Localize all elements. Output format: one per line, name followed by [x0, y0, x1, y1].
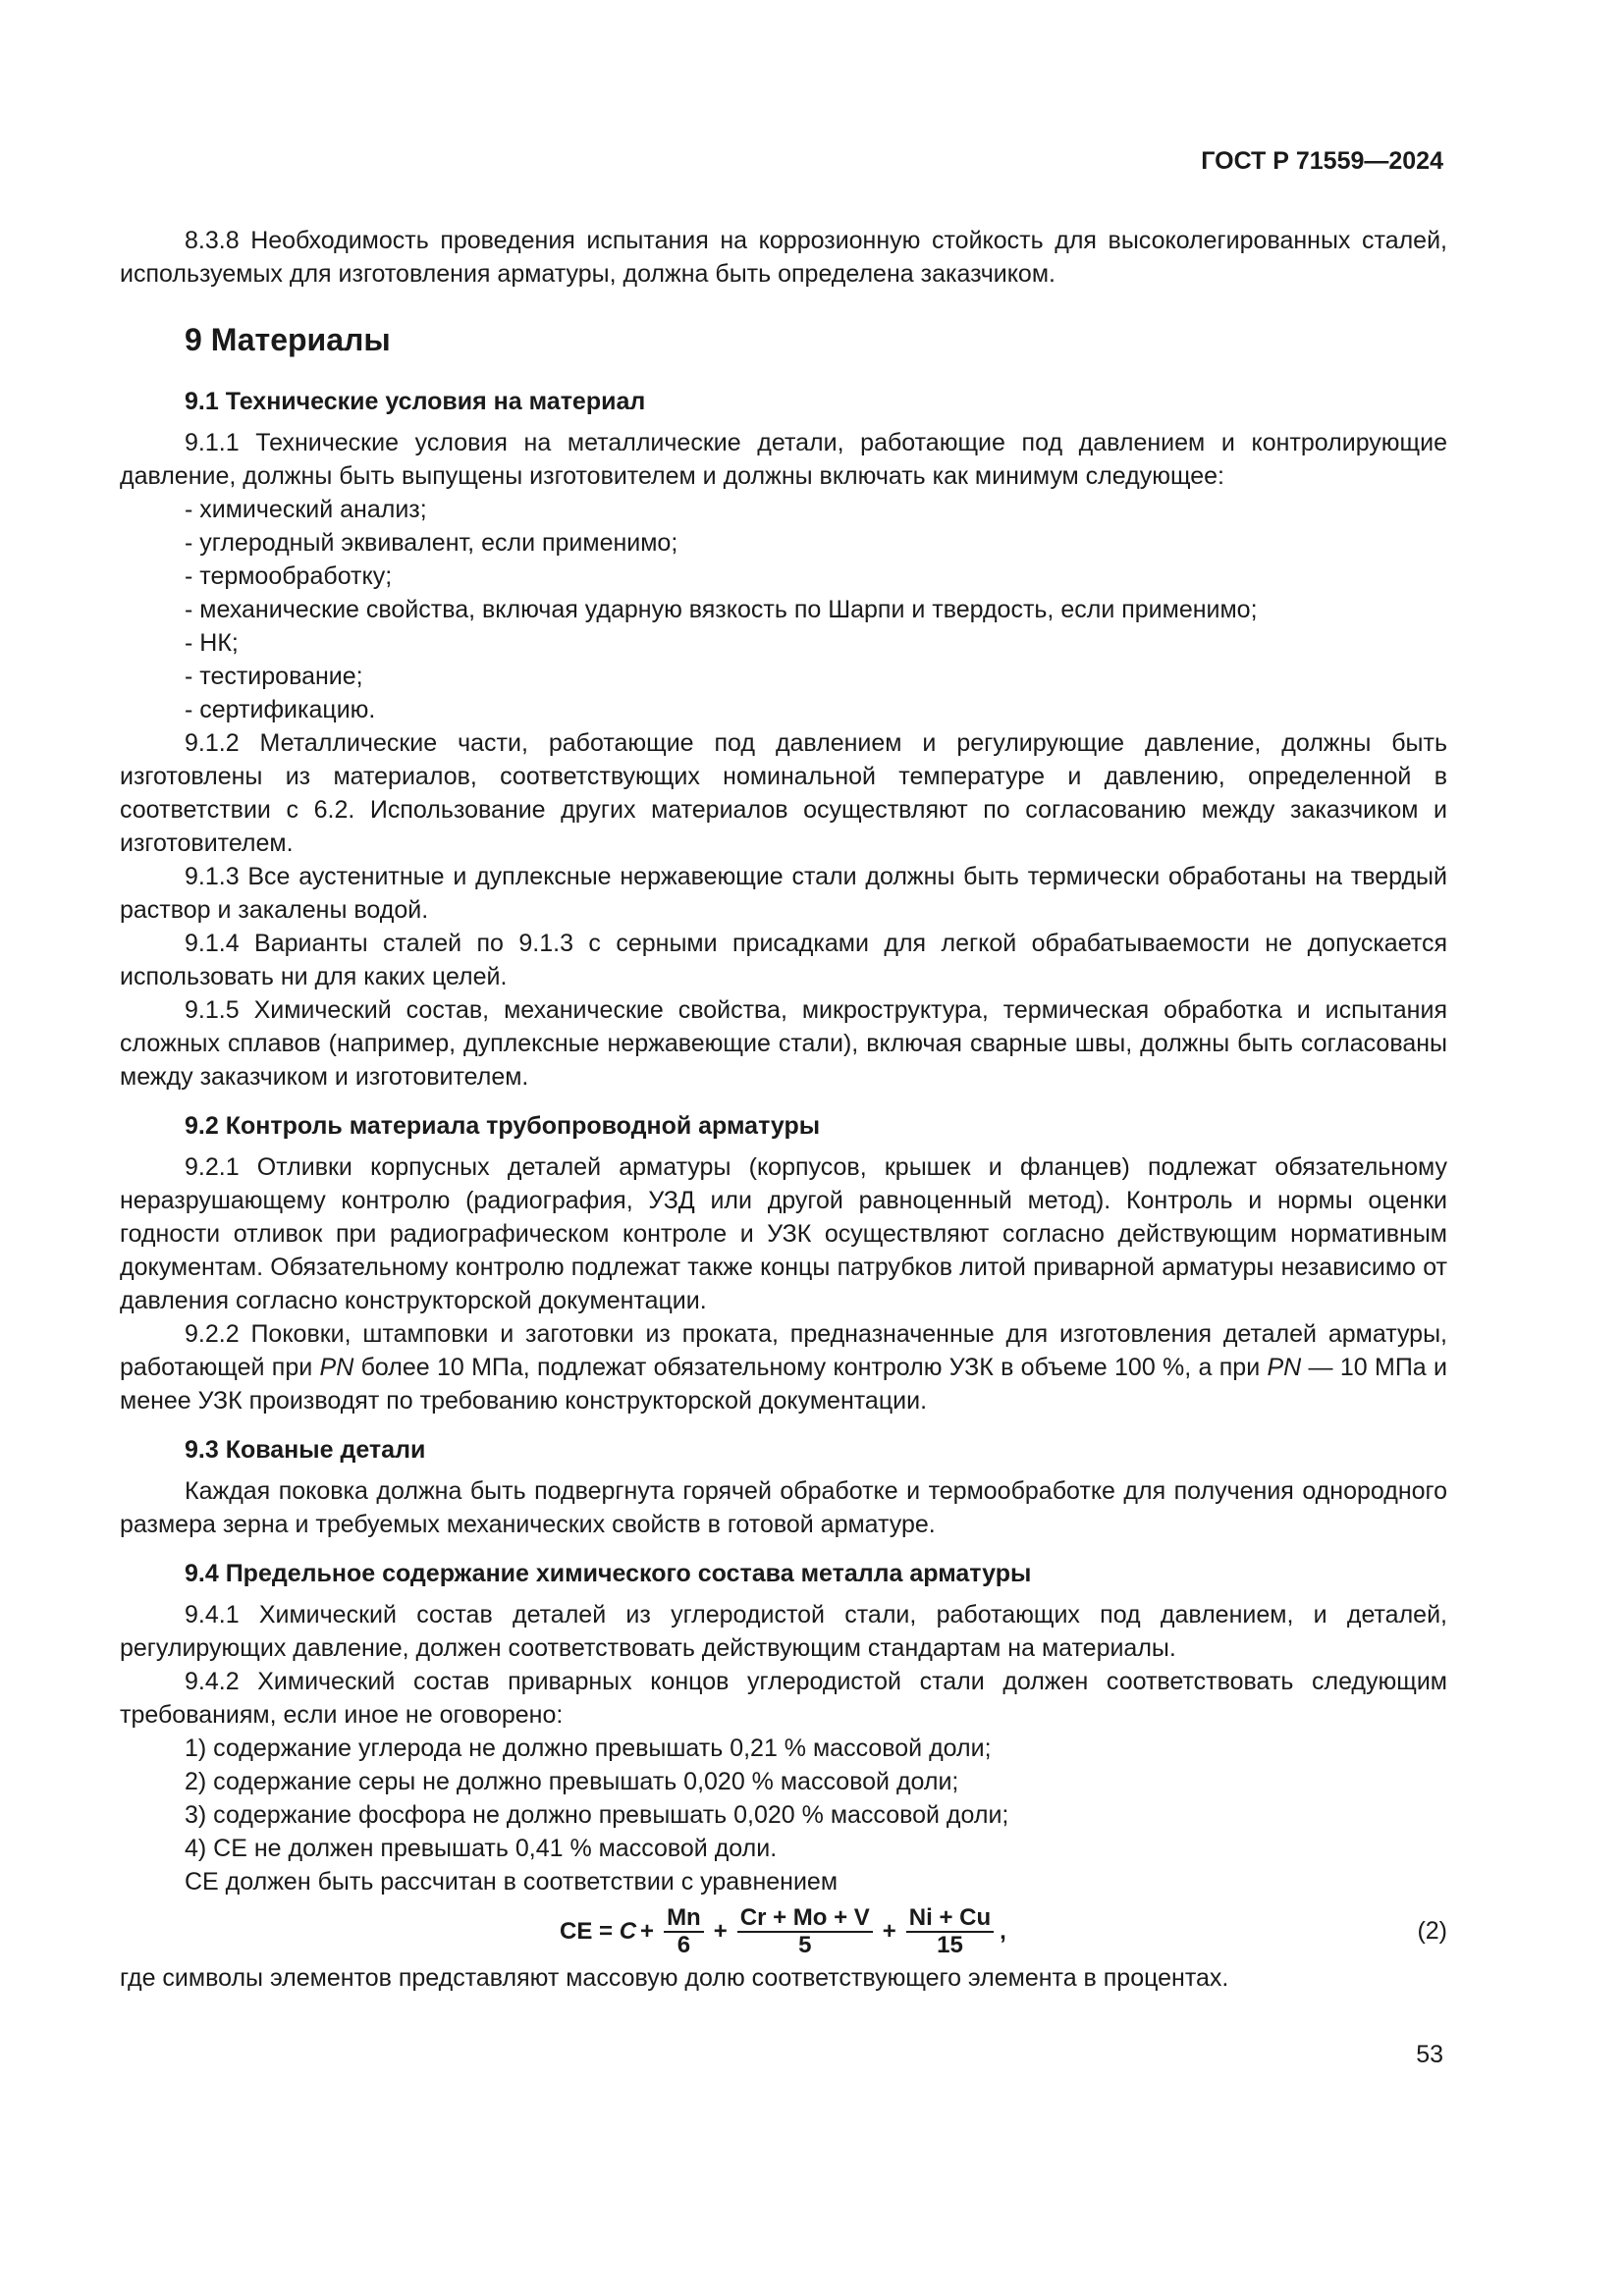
fraction-denominator: 6	[677, 1932, 691, 1958]
list-item: 4) CE не должен превышать 0,41 % массовой доли.	[185, 1835, 778, 1862]
fraction-denominator: 5	[798, 1932, 812, 1958]
formula-lhs: CE =	[560, 1918, 620, 1945]
list-item: - химический анализ;	[185, 496, 427, 523]
fraction-cr-mo-v	[737, 1905, 873, 1958]
paragraph-9-1-3: 9.1.3 Все аустенитные и дуплексные нержавеющие стали должны быть термически обработаны на твердый раствор и закалены водой.	[120, 863, 1447, 924]
ce-formula	[560, 1902, 1006, 1961]
equation-number: (2)	[1417, 1917, 1447, 1945]
paragraph-9-1-5: 9.1.5 Химический состав, механические свойства, микроструктура, термическая обработка и испытания сложных сплавов (например, дуплексные нержавеющие стали), включая сварные швы, должны быть согласованы между заказчиком и изготовителем.	[120, 996, 1447, 1091]
formula-plus: +	[713, 1918, 728, 1945]
paragraph-9-1-2: 9.1.2 Металлические части, работающие под давлением и регулирующие давление, должны быть изготовлены из материалов, соответствующих номинальной температуре и давлению, определенной в соответствии с 6.2. Использование других материалов осуществляют по согласованию между заказчиком и изготовителем.	[120, 729, 1447, 857]
paragraph-where: где символы элементов представляют массовую долю соответствующего элемента в процентах.	[120, 1964, 1229, 1992]
fraction-numerator: Cr + Mo + V	[737, 1905, 873, 1933]
equation-2	[120, 1902, 1447, 1961]
list-item: - термообработку;	[185, 562, 393, 590]
paragraph-9-4-2: 9.4.2 Химический состав приварных концов углеродистой стали должен соответствовать следующим требованиям, если иное не оговорено:	[120, 1668, 1447, 1729]
list-item: 1) содержание углерода не должно превышать 0,21 % массовой доли;	[185, 1735, 992, 1762]
paragraph-9-2-2	[120, 1317, 1447, 1417]
list-item: 3) содержание фосфора не должно превышать 0,020 % массовой доли;	[185, 1801, 1009, 1829]
list-item: - механические свойства, включая ударную вязкость по Шарпи и твердость, если применимо;	[185, 596, 1258, 623]
fraction-mn	[664, 1905, 704, 1958]
paragraph-9-1-4: 9.1.4 Варианты сталей по 9.1.3 с серными присадками для легкой обрабатываемости не допускается использовать ни для каких целей.	[120, 930, 1447, 990]
fraction-numerator: Mn	[664, 1905, 704, 1933]
section-9-4-title: 9.4 Предельное содержание химического состава металла арматуры	[185, 1560, 1032, 1587]
list-item: - сертификацию.	[185, 696, 376, 723]
fraction-numerator: Ni + Cu	[906, 1905, 994, 1933]
section-9-title: 9 Материалы	[185, 322, 391, 357]
pn-symbol: PN	[1267, 1354, 1302, 1381]
paragraph-9-2-2-part-b: более 10 МПа, подлежат обязательному контролю УЗК в объеме 100 %, а при	[353, 1354, 1268, 1381]
fraction-ni-cu	[906, 1905, 994, 1958]
paragraph-9-2-2-part-c: — 10 МПа и менее УЗК производят по требованию конструкторской документации.	[120, 1354, 1447, 1415]
paragraph-9-2-1: 9.2.1 Отливки корпусных деталей арматуры (корпусов, крышек и фланцев) подлежат обязательному неразрушающему контролю (радиография, УЗД или другой равноценный метод). Контроль и нормы оценки годности отливок при радиографическом контроле и УЗК осуществляют согласно действующим нормативным документам. Обязательному контролю подлежат также концы патрубков литой приварной арматуры независимо от давления согласно конструкторской документации.	[120, 1153, 1447, 1314]
fraction-denominator: 15	[937, 1932, 963, 1958]
list-item: - углеродный эквивалент, если применимо;	[185, 529, 678, 557]
formula-comma: ,	[1000, 1918, 1006, 1945]
paragraph-8-3-8: 8.3.8 Необходимость проведения испытания на коррозионную стойкость для высоколегированных сталей, используемых для изготовления арматуры, должна быть определена заказчиком.	[120, 227, 1447, 288]
section-9-2-title: 9.2 Контроль материала трубопроводной арматуры	[185, 1112, 821, 1140]
paragraph-9-1-1: 9.1.1 Технические условия на металлические детали, работающие под давлением и контролирующие давление, должны быть выпущены изготовителем и должны включать как минимум следующее:	[120, 429, 1447, 490]
formula-plus: +	[882, 1918, 896, 1945]
list-item: 2) содержание серы не должно превышать 0,020 % массовой доли;	[185, 1768, 959, 1795]
pn-symbol: PN	[319, 1354, 354, 1381]
page-number: 53	[1416, 2041, 1443, 2068]
paragraph-9-2-2-part-a: 9.2.2 Поковки, штамповки и заготовки из проката, предназначенные для изготовления деталей арматуры, работающей при	[120, 1320, 1447, 1381]
list-item: - НК;	[185, 629, 239, 657]
paragraph-9-3: Каждая поковка должна быть подвергнута горячей обработке и термообработке для получения однородного размера зерна и требуемых механических свойств в готовой арматуре.	[120, 1477, 1447, 1538]
section-9-3-title: 9.3 Кованые детали	[185, 1436, 426, 1464]
paragraph-ce-intro: CE должен быть рассчитан в соответствии с уравнением	[185, 1868, 839, 1896]
section-9-1-title: 9.1 Технические условия на материал	[185, 388, 646, 415]
document-id-header: ГОСТ Р 71559—2024	[1201, 147, 1443, 175]
formula-plus: +	[640, 1918, 655, 1945]
formula-carbon: C	[619, 1918, 637, 1945]
page-content	[120, 224, 1447, 1995]
list-item: - тестирование;	[185, 663, 363, 690]
paragraph-9-4-1: 9.4.1 Химический состав деталей из углеродистой стали, работающих под давлением, и деталей, регулирующих давление, должен соответствовать действующим стандартам на материалы.	[120, 1601, 1447, 1662]
